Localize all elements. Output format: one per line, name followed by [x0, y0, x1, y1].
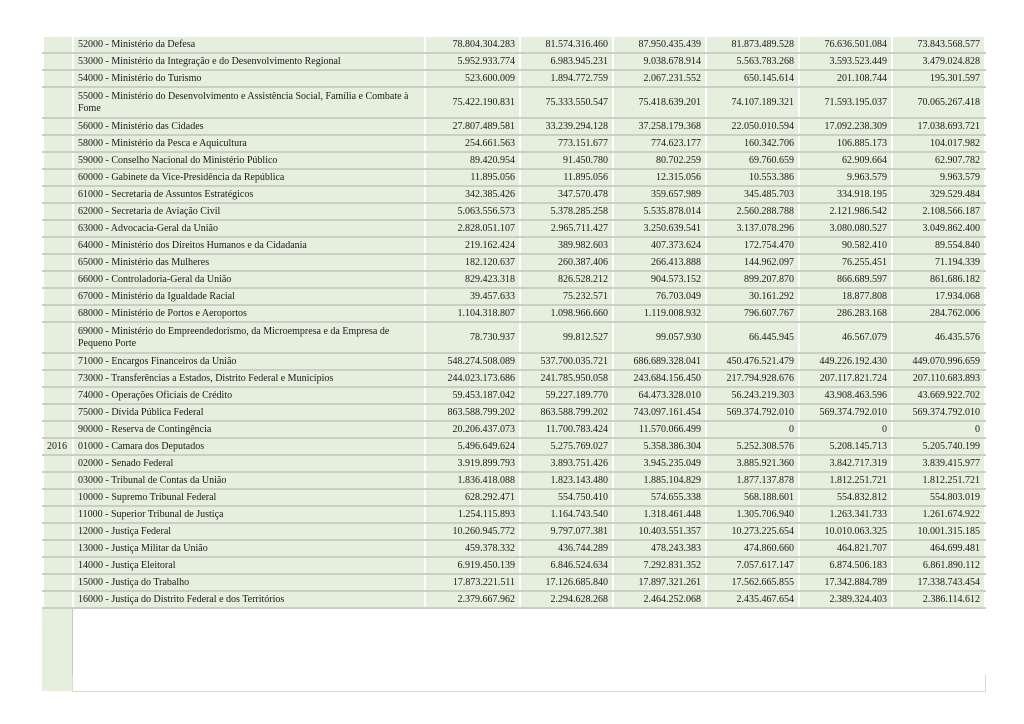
- amount-cell: 10.273.225.654: [706, 523, 799, 540]
- year-cell: [43, 455, 73, 472]
- table-row: [43, 353, 985, 370]
- table-row: [43, 288, 985, 305]
- amount-cell: 1.812.251.721: [799, 472, 892, 489]
- amount-cell: 17.338.743.454: [892, 574, 985, 591]
- amount-cell: 459.378.332: [425, 540, 520, 557]
- amount-cell: 172.754.470: [706, 237, 799, 254]
- amount-cell: 3.842.717.319: [799, 455, 892, 472]
- year-cell: [43, 53, 73, 70]
- organ-name-cell: 61000 - Secretaria de Assuntos Estratégicos: [73, 186, 425, 203]
- organ-name-cell: 52000 - Ministério da Defesa: [73, 36, 425, 53]
- amount-cell: 241.785.950.058: [520, 370, 613, 387]
- amount-cell: 2.560.288.788: [706, 203, 799, 220]
- amount-cell: 18.877.808: [799, 288, 892, 305]
- amount-cell: 81.873.489.528: [706, 36, 799, 53]
- amount-cell: 9.963.579: [799, 169, 892, 186]
- year-cell: [43, 557, 73, 574]
- year-cell: [43, 523, 73, 540]
- amount-cell: 91.450.780: [520, 152, 613, 169]
- amount-cell: 449.226.192.430: [799, 353, 892, 370]
- amount-cell: 43.908.463.596: [799, 387, 892, 404]
- amount-cell: 5.252.308.576: [706, 438, 799, 455]
- organ-name-cell: 69000 - Ministério do Empreendedorismo, da Microempresa e da Empresa de Pequeno Porte: [73, 322, 425, 353]
- amount-cell: 5.952.933.774: [425, 53, 520, 70]
- amount-cell: 20.206.437.073: [425, 421, 520, 438]
- amount-cell: 37.258.179.368: [613, 118, 706, 135]
- amount-cell: 3.945.235.049: [613, 455, 706, 472]
- year-cell: [43, 186, 73, 203]
- amount-cell: 27.807.489.581: [425, 118, 520, 135]
- amount-cell: 17.934.068: [892, 288, 985, 305]
- amount-cell: 826.528.212: [520, 271, 613, 288]
- year-cell: [43, 404, 73, 421]
- budget-table: [42, 35, 986, 609]
- amount-cell: 89.420.954: [425, 152, 520, 169]
- table-body: [43, 36, 985, 608]
- organ-name-cell: 10000 - Supremo Tribunal Federal: [73, 489, 425, 506]
- organ-name-cell: 68000 - Ministério de Portos e Aeroportos: [73, 305, 425, 322]
- amount-cell: 17.126.685.840: [520, 574, 613, 591]
- organ-name-cell: 56000 - Ministério das Cidades: [73, 118, 425, 135]
- year-cell: [43, 135, 73, 152]
- amount-cell: 1.119.008.932: [613, 305, 706, 322]
- amount-cell: 2.435.467.654: [706, 591, 799, 608]
- table-row: [43, 472, 985, 489]
- year-cell: [43, 70, 73, 87]
- amount-cell: 554.832.812: [799, 489, 892, 506]
- amount-cell: 3.885.921.360: [706, 455, 799, 472]
- amount-cell: 1.164.743.540: [520, 506, 613, 523]
- table-row: [43, 271, 985, 288]
- organ-name-cell: 13000 - Justiça Militar da União: [73, 540, 425, 557]
- amount-cell: 3.049.862.400: [892, 220, 985, 237]
- amount-cell: 11.895.056: [425, 169, 520, 186]
- budget-sheet: [42, 35, 984, 691]
- amount-cell: 78.804.304.283: [425, 36, 520, 53]
- organ-name-cell: 74000 - Operações Oficiais de Crédito: [73, 387, 425, 404]
- organ-name-cell: 54000 - Ministério do Turismo: [73, 70, 425, 87]
- amount-cell: 75.422.190.831: [425, 87, 520, 118]
- amount-cell: 554.750.410: [520, 489, 613, 506]
- amount-cell: 71.194.339: [892, 254, 985, 271]
- amount-cell: 329.529.484: [892, 186, 985, 203]
- table-row: [43, 387, 985, 404]
- year-cell: [43, 472, 73, 489]
- amount-cell: 449.070.996.659: [892, 353, 985, 370]
- amount-cell: 10.001.315.185: [892, 523, 985, 540]
- amount-cell: 1.263.341.733: [799, 506, 892, 523]
- amount-cell: 71.593.195.037: [799, 87, 892, 118]
- table-row: [43, 404, 985, 421]
- amount-cell: 474.860.660: [706, 540, 799, 557]
- amount-cell: 46.567.079: [799, 322, 892, 353]
- organ-name-cell: 03000 - Tribunal de Contas da União: [73, 472, 425, 489]
- amount-cell: 6.919.450.139: [425, 557, 520, 574]
- year-cell: [43, 540, 73, 557]
- amount-cell: 59.453.187.042: [425, 387, 520, 404]
- amount-cell: 17.092.238.309: [799, 118, 892, 135]
- amount-cell: 2.108.566.187: [892, 203, 985, 220]
- amount-cell: 90.582.410: [799, 237, 892, 254]
- amount-cell: 568.188.601: [706, 489, 799, 506]
- table-row: [43, 523, 985, 540]
- amount-cell: 3.137.078.296: [706, 220, 799, 237]
- amount-cell: 2.828.051.107: [425, 220, 520, 237]
- amount-cell: 30.161.292: [706, 288, 799, 305]
- amount-cell: 17.897.321.261: [613, 574, 706, 591]
- organ-name-cell: 90000 - Reserva de Contingência: [73, 421, 425, 438]
- amount-cell: 829.423.318: [425, 271, 520, 288]
- table-row: [43, 489, 985, 506]
- amount-cell: 182.120.637: [425, 254, 520, 271]
- amount-cell: 773.151.677: [520, 135, 613, 152]
- organ-name-cell: 53000 - Ministério da Integração e do Desenvolvimento Regional: [73, 53, 425, 70]
- amount-cell: 5.208.145.713: [799, 438, 892, 455]
- amount-cell: 5.496.649.624: [425, 438, 520, 455]
- amount-cell: 464.699.481: [892, 540, 985, 557]
- amount-cell: 9.797.077.381: [520, 523, 613, 540]
- year-cell: [43, 489, 73, 506]
- organ-name-cell: 62000 - Secretaria de Aviação Civil: [73, 203, 425, 220]
- amount-cell: 796.607.767: [706, 305, 799, 322]
- amount-cell: 10.010.063.325: [799, 523, 892, 540]
- amount-cell: 2.965.711.427: [520, 220, 613, 237]
- amount-cell: 2.379.667.962: [425, 591, 520, 608]
- table-row: [43, 322, 985, 353]
- organ-name-cell: 58000 - Ministério da Pesca e Aquicultura: [73, 135, 425, 152]
- amount-cell: 59.227.189.770: [520, 387, 613, 404]
- organ-name-cell: 73000 - Transferências a Estados, Distrito Federal e Municípios: [73, 370, 425, 387]
- amount-cell: 75.232.571: [520, 288, 613, 305]
- amount-cell: 243.684.156.450: [613, 370, 706, 387]
- amount-cell: 1.104.318.807: [425, 305, 520, 322]
- amount-cell: 6.846.524.634: [520, 557, 613, 574]
- year-cell: [43, 169, 73, 186]
- amount-cell: 33.239.294.128: [520, 118, 613, 135]
- organ-name-cell: 55000 - Ministério do Desenvolvimento e Assistência Social, Família e Combate à Fome: [73, 87, 425, 118]
- year-cell: [43, 203, 73, 220]
- amount-cell: 628.292.471: [425, 489, 520, 506]
- organ-name-cell: 63000 - Advocacia-Geral da União: [73, 220, 425, 237]
- amount-cell: 46.435.576: [892, 322, 985, 353]
- amount-cell: 1.836.418.088: [425, 472, 520, 489]
- amount-cell: 12.315.056: [613, 169, 706, 186]
- table-row: [43, 53, 985, 70]
- amount-cell: 686.689.328.041: [613, 353, 706, 370]
- amount-cell: 569.374.792.010: [892, 404, 985, 421]
- amount-cell: 359.657.989: [613, 186, 706, 203]
- amount-cell: 10.403.551.357: [613, 523, 706, 540]
- table-row: [43, 370, 985, 387]
- amount-cell: 87.950.435.439: [613, 36, 706, 53]
- year-cell: [43, 36, 73, 53]
- amount-cell: 3.479.024.828: [892, 53, 985, 70]
- amount-cell: 6.874.506.183: [799, 557, 892, 574]
- organ-name-cell: 60000 - Gabinete da Vice-Presidência da República: [73, 169, 425, 186]
- year-cell: [43, 506, 73, 523]
- year-cell: [43, 421, 73, 438]
- amount-cell: 1.261.674.922: [892, 506, 985, 523]
- amount-cell: 56.243.219.303: [706, 387, 799, 404]
- year-cell: [43, 322, 73, 353]
- table-row: [43, 557, 985, 574]
- amount-cell: 11.570.066.499: [613, 421, 706, 438]
- amount-cell: 5.205.740.199: [892, 438, 985, 455]
- amount-cell: 1.305.706.940: [706, 506, 799, 523]
- amount-cell: 286.283.168: [799, 305, 892, 322]
- amount-cell: 523.600.009: [425, 70, 520, 87]
- amount-cell: 104.017.982: [892, 135, 985, 152]
- amount-cell: 342.385.426: [425, 186, 520, 203]
- amount-cell: 17.873.221.511: [425, 574, 520, 591]
- amount-cell: 389.982.603: [520, 237, 613, 254]
- table-row: [43, 254, 985, 271]
- organ-name-cell: 12000 - Justiça Federal: [73, 523, 425, 540]
- amount-cell: 345.485.703: [706, 186, 799, 203]
- organ-name-cell: 67000 - Ministério da Igualdade Racial: [73, 288, 425, 305]
- year-cell: [43, 87, 73, 118]
- amount-cell: 99.057.930: [613, 322, 706, 353]
- amount-cell: 863.588.799.202: [520, 404, 613, 421]
- amount-cell: 10.260.945.772: [425, 523, 520, 540]
- table-row: [43, 87, 985, 118]
- amount-cell: 1.894.772.759: [520, 70, 613, 87]
- year-cell: [43, 118, 73, 135]
- amount-cell: 3.893.751.426: [520, 455, 613, 472]
- amount-cell: 260.387.406: [520, 254, 613, 271]
- amount-cell: 863.588.799.202: [425, 404, 520, 421]
- year-cell: [43, 387, 73, 404]
- amount-cell: 76.636.501.084: [799, 36, 892, 53]
- table-row: [43, 36, 985, 53]
- organ-name-cell: 59000 - Conselho Nacional do Ministério Público: [73, 152, 425, 169]
- amount-cell: 5.063.556.573: [425, 203, 520, 220]
- table-row: [43, 591, 985, 608]
- table-bottom-edge: [72, 675, 986, 692]
- amount-cell: 10.553.386: [706, 169, 799, 186]
- amount-cell: 436.744.289: [520, 540, 613, 557]
- amount-cell: 5.378.285.258: [520, 203, 613, 220]
- amount-cell: 866.689.597: [799, 271, 892, 288]
- organ-name-cell: 66000 - Controladoria-Geral da União: [73, 271, 425, 288]
- amount-cell: 244.023.173.686: [425, 370, 520, 387]
- amount-cell: 9.038.678.914: [613, 53, 706, 70]
- amount-cell: 861.686.182: [892, 271, 985, 288]
- amount-cell: 17.038.693.721: [892, 118, 985, 135]
- amount-cell: 0: [892, 421, 985, 438]
- amount-cell: 99.812.527: [520, 322, 613, 353]
- table-row: [43, 203, 985, 220]
- organ-name-cell: 15000 - Justiça do Trabalho: [73, 574, 425, 591]
- amount-cell: 2.121.986.542: [799, 203, 892, 220]
- amount-cell: 75.333.550.547: [520, 87, 613, 118]
- amount-cell: 1.885.104.829: [613, 472, 706, 489]
- amount-cell: 743.097.161.454: [613, 404, 706, 421]
- table-row: [43, 118, 985, 135]
- amount-cell: 904.573.152: [613, 271, 706, 288]
- table-row: [43, 237, 985, 254]
- amount-cell: 569.374.792.010: [799, 404, 892, 421]
- table-row: [43, 70, 985, 87]
- amount-cell: 17.562.665.855: [706, 574, 799, 591]
- amount-cell: 75.418.639.201: [613, 87, 706, 118]
- amount-cell: 1.877.137.878: [706, 472, 799, 489]
- amount-cell: 574.655.338: [613, 489, 706, 506]
- amount-cell: 66.445.945: [706, 322, 799, 353]
- amount-cell: 6.983.945.231: [520, 53, 613, 70]
- year-cell: [43, 591, 73, 608]
- organ-name-cell: 11000 - Superior Tribunal de Justiça: [73, 506, 425, 523]
- amount-cell: 70.065.267.418: [892, 87, 985, 118]
- amount-cell: 3.250.639.541: [613, 220, 706, 237]
- table-row: [43, 305, 985, 322]
- amount-cell: 195.301.597: [892, 70, 985, 87]
- year-cell: [43, 220, 73, 237]
- amount-cell: 219.162.424: [425, 237, 520, 254]
- amount-cell: 1.098.966.660: [520, 305, 613, 322]
- organ-name-cell: 16000 - Justiça do Distrito Federal e dos Territórios: [73, 591, 425, 608]
- amount-cell: 5.358.386.304: [613, 438, 706, 455]
- amount-cell: 1.254.115.893: [425, 506, 520, 523]
- amount-cell: 254.661.563: [425, 135, 520, 152]
- amount-cell: 78.730.937: [425, 322, 520, 353]
- amount-cell: 7.057.617.147: [706, 557, 799, 574]
- amount-cell: 1.812.251.721: [892, 472, 985, 489]
- amount-cell: 5.275.769.027: [520, 438, 613, 455]
- table-row: [43, 540, 985, 557]
- year-cell: [43, 152, 73, 169]
- amount-cell: 2.294.628.268: [520, 591, 613, 608]
- amount-cell: 899.207.870: [706, 271, 799, 288]
- amount-cell: 266.413.888: [613, 254, 706, 271]
- table-row: [43, 135, 985, 152]
- amount-cell: 207.110.683.893: [892, 370, 985, 387]
- amount-cell: 69.760.659: [706, 152, 799, 169]
- amount-cell: 3.593.523.449: [799, 53, 892, 70]
- year-cell: [43, 370, 73, 387]
- amount-cell: 7.292.831.352: [613, 557, 706, 574]
- table-row: [43, 574, 985, 591]
- amount-cell: 2.464.252.068: [613, 591, 706, 608]
- amount-cell: 11.895.056: [520, 169, 613, 186]
- amount-cell: 73.843.568.577: [892, 36, 985, 53]
- amount-cell: 9.963.579: [892, 169, 985, 186]
- amount-cell: 450.476.521.479: [706, 353, 799, 370]
- organ-name-cell: 02000 - Senado Federal: [73, 455, 425, 472]
- table-row: [43, 169, 985, 186]
- amount-cell: 5.563.783.268: [706, 53, 799, 70]
- amount-cell: 284.762.006: [892, 305, 985, 322]
- amount-cell: 11.700.783.424: [520, 421, 613, 438]
- table-row: [43, 186, 985, 203]
- amount-cell: 2.389.324.403: [799, 591, 892, 608]
- organ-name-cell: 14000 - Justiça Eleitoral: [73, 557, 425, 574]
- amount-cell: 1.823.143.480: [520, 472, 613, 489]
- organ-name-cell: 75000 - Dívida Pública Federal: [73, 404, 425, 421]
- organ-name-cell: 64000 - Ministério dos Direitos Humanos e da Cidadania: [73, 237, 425, 254]
- amount-cell: 5.535.878.014: [613, 203, 706, 220]
- amount-cell: 464.821.707: [799, 540, 892, 557]
- year-cell: [43, 254, 73, 271]
- amount-cell: 569.374.792.010: [706, 404, 799, 421]
- amount-cell: 407.373.624: [613, 237, 706, 254]
- year-cell: [43, 271, 73, 288]
- table-row: [43, 438, 985, 455]
- amount-cell: 81.574.316.460: [520, 36, 613, 53]
- amount-cell: 537.700.035.721: [520, 353, 613, 370]
- year-cell: [43, 353, 73, 370]
- amount-cell: 347.570.478: [520, 186, 613, 203]
- amount-cell: 478.243.383: [613, 540, 706, 557]
- amount-cell: 80.702.259: [613, 152, 706, 169]
- amount-cell: 650.145.614: [706, 70, 799, 87]
- year-cell: [43, 237, 73, 254]
- organ-name-cell: 01000 - Camara dos Deputados: [73, 438, 425, 455]
- amount-cell: 217.794.928.676: [706, 370, 799, 387]
- amount-cell: 62.907.782: [892, 152, 985, 169]
- amount-cell: 6.861.890.112: [892, 557, 985, 574]
- amount-cell: 0: [799, 421, 892, 438]
- amount-cell: 76.703.049: [613, 288, 706, 305]
- year-cell: [43, 305, 73, 322]
- amount-cell: 334.918.195: [799, 186, 892, 203]
- amount-cell: 106.885.173: [799, 135, 892, 152]
- amount-cell: 62.909.664: [799, 152, 892, 169]
- table-row: [43, 421, 985, 438]
- amount-cell: 76.255.451: [799, 254, 892, 271]
- amount-cell: 64.473.328.010: [613, 387, 706, 404]
- amount-cell: 207.117.821.724: [799, 370, 892, 387]
- amount-cell: 89.554.840: [892, 237, 985, 254]
- amount-cell: 1.318.461.448: [613, 506, 706, 523]
- amount-cell: 160.342.706: [706, 135, 799, 152]
- amount-cell: 201.108.744: [799, 70, 892, 87]
- amount-cell: 43.669.922.702: [892, 387, 985, 404]
- amount-cell: 554.803.019: [892, 489, 985, 506]
- amount-cell: 17.342.884.789: [799, 574, 892, 591]
- table-row: [43, 152, 985, 169]
- table-row: [43, 220, 985, 237]
- amount-cell: 2.386.114.612: [892, 591, 985, 608]
- amount-cell: 3.839.415.977: [892, 455, 985, 472]
- amount-cell: 0: [706, 421, 799, 438]
- amount-cell: 548.274.508.089: [425, 353, 520, 370]
- year-cell: [43, 574, 73, 591]
- amount-cell: 3.919.899.793: [425, 455, 520, 472]
- amount-cell: 74.107.189.321: [706, 87, 799, 118]
- table-row: [43, 455, 985, 472]
- organ-name-cell: 71000 - Encargos Financeiros da União: [73, 353, 425, 370]
- amount-cell: 39.457.633: [425, 288, 520, 305]
- amount-cell: 774.623.177: [613, 135, 706, 152]
- table-row: [43, 506, 985, 523]
- year-cell: [43, 288, 73, 305]
- amount-cell: 3.080.080.527: [799, 220, 892, 237]
- organ-name-cell: 65000 - Ministério das Mulheres: [73, 254, 425, 271]
- amount-cell: 2.067.231.552: [613, 70, 706, 87]
- amount-cell: 144.962.097: [706, 254, 799, 271]
- amount-cell: 22.050.010.594: [706, 118, 799, 135]
- year-cell: 2016: [43, 438, 73, 455]
